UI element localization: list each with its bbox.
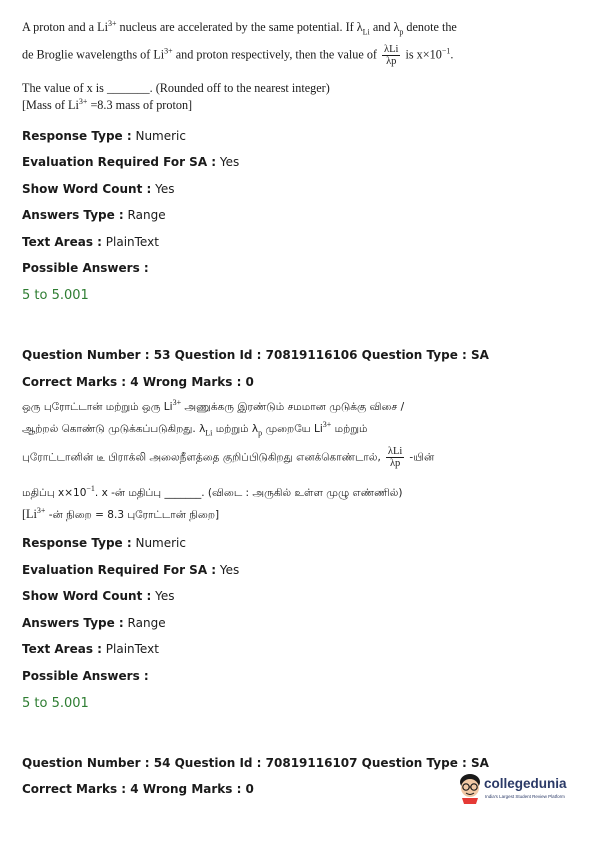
question-54-marks: Correct Marks : 4 Wrong Marks : 0 <box>22 782 254 796</box>
possible-answer-value: 5 to 5.001 <box>22 696 89 711</box>
lambda-ratio-fraction: $\frac{\text{λLi}}{\lambda p}$ <box>384 44 399 68</box>
answers-type: Answers Type : Range <box>22 616 166 630</box>
mascot-icon <box>456 772 484 804</box>
possible-answers-label: Possible Answers : <box>22 261 149 275</box>
q53-tamil-line-5: [$Li^{3+}$ -ன் நிறை = 8.3 புரோட்டான் நிறை] <box>22 506 220 522</box>
response-type: Response Type : Numeric <box>22 536 186 550</box>
evaluation-required: Evaluation Required For SA : Yes <box>22 563 240 577</box>
question-53-marks: Correct Marks : 4 Wrong Marks : 0 <box>22 375 254 389</box>
collegedunia-logo <box>456 770 586 810</box>
question-54-header: Question Number : 54 Question Id : 70819116107 Question Type : SA <box>22 756 489 770</box>
response-type: Response Type : Numeric <box>22 129 186 143</box>
logo-name: collegedunia <box>484 776 567 791</box>
q52-line-3: The value of x is _______. (Rounded off to the nearest integer) <box>22 81 330 95</box>
question-53-header: Question Number : 53 Question Id : 70819116106 Question Type : SA <box>22 348 489 362</box>
evaluation-required: Evaluation Required For SA : Yes <box>22 155 240 169</box>
text-areas: Text Areas : PlainText <box>22 642 159 656</box>
q52-line-2: de Broglie wavelengths of $Li^{3+}$ and proton respectively, then the value of $\frac{\text{λLi}}{\lambda p}$ is $x\times 10^{-1}$. <box>22 44 454 68</box>
q52-line-1: A proton and a $Li^{3+}$ nucleus are accelerated by the same potential. If $\lambda_{Li}$ and $\lambda_p$ denote the <box>22 19 457 37</box>
text-areas: Text Areas : PlainText <box>22 235 159 249</box>
q53-tamil-line-3: புரோட்டானின் டீ பிராக்லி அலைநீளத்தை குறிப்பிடுகிறது எனக்கொண்டால், $\frac{\text{λLi}}{\lambda p}$ -யின் <box>22 446 435 470</box>
q53-tamil-line-4: மதிப்பு $x\times 10^{-1}$. x -ன் மதிப்பு _______. (விடை : அருகில் உள்ள முழு எண்ணில்) <box>22 484 403 500</box>
q53-tamil-line-1: ஒரு புரோட்டான் மற்றும் ஒரு $Li^{3+}$ அணுக்கரு இரண்டும் சமமான முடுக்கு விசை / <box>22 398 405 414</box>
q52-line-4: [Mass of $Li^{3+} =8.3$ mass of proton] <box>22 97 193 113</box>
q53-tamil-line-2: ஆற்றல் கொண்டு முடுக்கப்படுகிறது. $\lambda_{Li}$ மற்றும் $\lambda_p$ முறையே $Li^{3+}$ மற்றும் <box>22 420 368 438</box>
answers-type: Answers Type : Range <box>22 208 166 222</box>
show-word-count: Show Word Count : Yes <box>22 182 175 196</box>
logo-tagline: India's Largest Student Review Platform <box>485 794 565 799</box>
show-word-count: Show Word Count : Yes <box>22 589 175 603</box>
lambda-ratio-fraction-ta: $\frac{\text{λLi}}{\lambda p}$ <box>387 446 403 470</box>
possible-answer-value: 5 to 5.001 <box>22 288 89 303</box>
possible-answers-label: Possible Answers : <box>22 669 149 683</box>
